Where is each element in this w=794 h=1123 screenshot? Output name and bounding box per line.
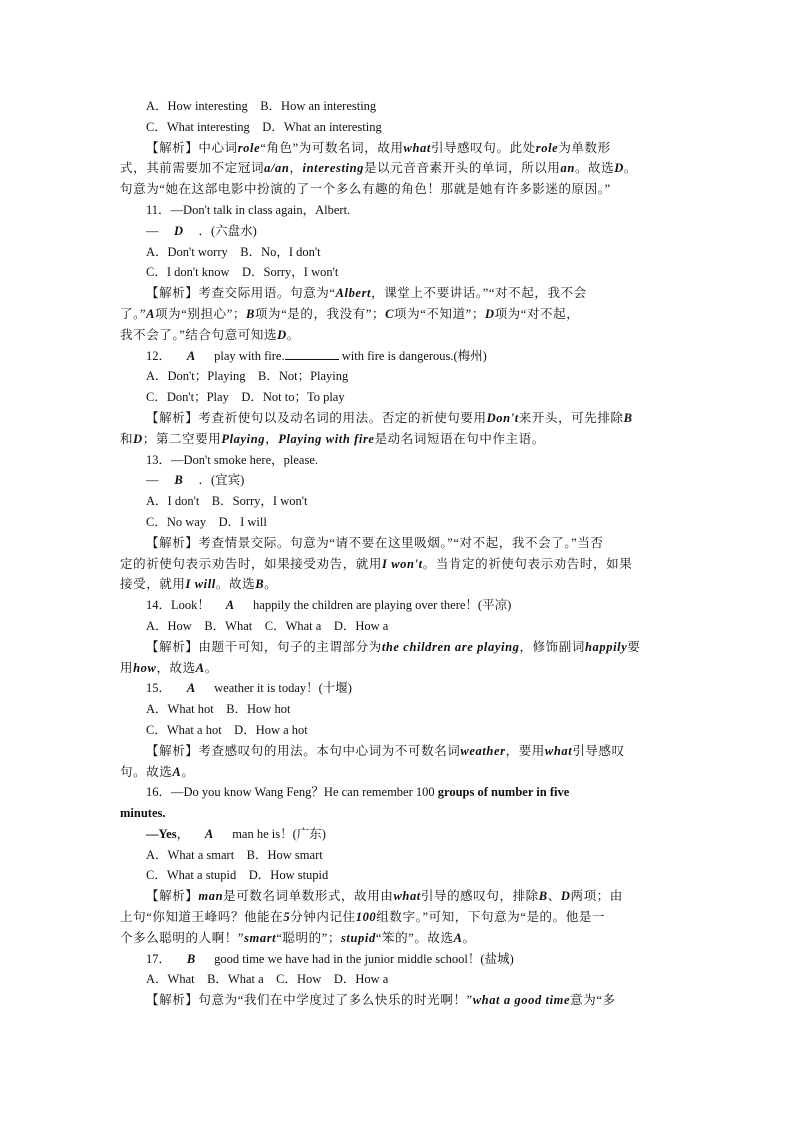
text-run: 定的祈使句表示劝告时，如果接受劝告，就用 [120,556,383,571]
question-line [120,450,674,471]
text-run: A．How B．What C．What a D．How a [146,618,389,633]
text-run: I will [185,577,216,592]
text-run: ；第二空要用 [142,431,222,446]
text-run: 项为“别担心”； [155,306,246,321]
text-run: 是可数名词单数形式，故用由 [223,889,394,904]
text-run: ．(宜宾) [198,473,245,488]
text-run: B [623,410,633,425]
text-run: smart [244,930,277,945]
answer-blank: A [189,824,229,845]
text-run: C [385,306,395,321]
analysis-line [120,574,674,595]
question-line [120,366,674,387]
text-run: — [146,223,159,238]
text-run: C．No way D．I will [146,514,267,529]
text-run: 。 [623,161,638,176]
text-run: 两项；由 [570,889,623,904]
text-run: play with fire. [211,348,285,363]
question-line [120,782,674,803]
question-line [120,595,674,616]
text-run: ，故选 [156,660,196,675]
question-line [120,470,674,491]
text-run: A [453,930,463,945]
text-run: ， [265,431,279,446]
analysis-line [120,886,674,907]
text-run: 【解析】考查感叹句的用法。本句中心词为不可数名词 [146,743,461,758]
analysis-line [120,907,674,928]
question-line [120,512,674,533]
answer-blank [285,359,339,360]
text-run: A．What hot B．How hot [146,702,291,717]
text-run: what [403,140,431,155]
text-run: Albert [335,286,372,301]
analysis-line [120,283,674,304]
question-line [120,699,674,720]
analysis-line [120,762,674,783]
text-run: C．What interesting D．What an interesting [146,119,382,134]
text-run: ， [176,826,190,841]
analysis-line [120,990,674,1011]
text-run: C．What a hot D．How a hot [146,722,308,737]
text-run: Playing [221,431,266,446]
question-line [120,969,674,990]
question-line [120,491,674,512]
text-run: A．What B．What a C．How D．How a [146,972,389,987]
text-run: 【解析】 [146,889,199,904]
question-line [120,803,674,824]
text-run: 项为“不知道”； [394,306,485,321]
text-run: the children are playing [381,639,520,654]
answer-blank: A [210,595,250,616]
text-run: 12． [146,348,172,363]
text-run: ， [289,161,303,176]
text-run: 来开头，可先排除 [518,410,624,425]
analysis-line [120,179,674,200]
text-run: 式，其前需要加不定冠词 [120,161,265,176]
text-run: 句意为“她在这部电影中扮演的了一个多么有趣的角色！那就是她有许多影迷的原因。” [120,182,611,197]
answer-blank: A [171,678,211,699]
text-run: — [146,473,159,488]
text-run: man he is！(广东) [229,826,326,841]
question-line [120,387,674,408]
text-run: ，修饰副词 [519,639,585,654]
question-line [120,117,674,138]
question-line [120,346,674,367]
text-run: 100 [355,910,377,925]
question-line [120,845,674,866]
text-run: interesting [302,161,365,176]
text-run: 句。故选 [120,764,173,779]
question-line [120,616,674,637]
analysis-line [120,554,674,575]
text-run: C．What a stupid D．How stupid [146,868,329,883]
text-run: “聪明的”； [276,930,341,945]
text-run: 。 [264,577,278,592]
text-run: good time we have had in the junior middle school！(盐城) [211,951,514,966]
text-run: 意为“多 [570,993,616,1008]
text-run: I won't [382,556,423,571]
text-run: 项为“对不起， [494,306,580,321]
text-run: 、 [547,889,561,904]
text-run: 。故选 [215,577,256,592]
text-run: 项为“是的，我没有”； [254,306,386,321]
text-run: A [195,660,205,675]
text-run: 。 [462,930,476,945]
text-run: 分钟内记住 [290,910,356,925]
text-run: 和 [120,431,134,446]
text-run: role [237,140,261,155]
text-run: how [133,660,157,675]
question-line [120,96,674,117]
text-run: what [544,743,573,758]
text-run: A．I don't B．Sorry，I won't [146,494,308,509]
text-run: 。 [181,764,195,779]
text-run: 【解析】考查祈使句以及动名词的用法。否定的祈使句要用 [146,410,487,425]
question-line [120,200,674,221]
text-run: 。 [204,660,218,675]
text-run: 是动名词短语在句中作主语。 [374,431,545,446]
analysis-line [120,637,674,658]
text-run: B [255,577,265,592]
text-run: A [172,764,182,779]
analysis-line [120,533,674,554]
text-run: groups of number in five [437,785,570,800]
text-run: 【解析】考查交际用语。句意为“ [146,286,336,301]
text-run: “角色”为可数名词，故用 [260,140,404,155]
text-run: A [146,306,156,321]
analysis-line [120,158,674,179]
text-run: an [560,161,575,176]
text-run: D [484,306,495,321]
text-run: happily [585,639,628,654]
text-run: 个多么聪明的人啊！” [120,930,245,945]
text-run: 用 [120,660,134,675]
text-run: “笨的”。故选 [375,930,454,945]
text-run: stupid [340,930,376,945]
text-run: 引导的感叹句，排除 [420,889,539,904]
text-run: a/an [264,161,290,176]
answer-blank: B [159,470,199,491]
analysis-line [120,138,674,159]
text-run: 引导感叹 [572,743,625,758]
text-run: A．How interesting B．How an interesting [146,99,377,113]
text-run: 要 [627,639,641,654]
question-line [120,824,674,845]
question-line [120,221,674,242]
text-run: 。故选 [574,161,615,176]
text-run: 【解析】考查情景交际。句意为“请不要在这里吸烟。”“对不起，我不会了。”当否 [146,535,604,550]
text-run: ，要用 [505,743,545,758]
text-run: weather [460,743,506,758]
text-run: D [133,431,143,446]
text-run: A．What a smart B．How smart [146,847,323,862]
analysis-line [120,658,674,679]
text-run: 上句“你知道王峰吗？他能在 [120,910,284,925]
text-run: 是以元音音素开头的单词，所以用 [364,161,561,176]
question-line [120,865,674,886]
text-run: B [538,889,548,904]
question-line [120,720,674,741]
text-run: 我不会了。”结合句意可知选 [120,327,278,342]
text-run: happily the children are playing over there！(平凉) [249,598,512,613]
analysis-line [120,928,674,949]
question-line [120,678,674,699]
text-run: C．Don't；Play D．Not to；To play [146,390,345,405]
question-line [120,262,674,283]
question-line [120,242,674,263]
text-run: A．Don't；Playing B．Not；Playing [146,369,349,384]
text-run: 组数字。”可知，下句意为“是的。他是一 [376,910,606,925]
text-run: 15． [146,681,172,696]
text-run: 了。” [120,306,147,321]
answer-blank: B [171,949,211,970]
text-run: Playing with fire [278,431,375,446]
text-run: 16．—Do you know Wang Feng？He can remember 100 [146,785,438,800]
text-run: 【解析】句意为“我们在中学度过了多么快乐的时光啊！” [146,993,473,1008]
text-run: 【解析】由题干可知，句子的主谓部分为 [146,639,382,654]
analysis-line [120,408,674,429]
text-run: 13．—Don't smoke here，please. [146,452,319,467]
analysis-line [120,429,674,450]
text-run: 【解析】中心词 [146,140,238,155]
analysis-line [120,304,674,325]
text-run: 14．Look！ [146,598,210,613]
answer-blank: D [159,221,199,242]
text-run: —Yes [146,826,177,841]
text-run: role [535,140,559,155]
text-run: what a good time [472,993,571,1008]
analysis-line [120,325,674,346]
text-run: 。当肯定的祈使句表示劝告时，如果 [422,556,633,571]
text-run: man [198,889,224,904]
text-run: 接受，就用 [120,577,186,592]
text-run: ．(六盘水) [198,223,257,238]
text-run: 。 [286,327,300,342]
text-run: D [614,161,624,176]
text-run: ，课堂上不要讲话。”“对不起，我不会 [371,286,587,301]
text-run: with fire is dangerous.(梅州) [338,348,487,363]
text-run: weather it is today！(十堰) [211,681,352,696]
question-line [120,949,674,970]
text-run: what [393,889,421,904]
text-run: D [560,889,571,904]
text-run: B [245,306,255,321]
text-run: A．Don't worry B．No，I don't [146,244,321,259]
text-run: 为单数形 [558,140,611,155]
text-run: minutes. [120,806,166,821]
answer-blank: A [171,346,211,367]
analysis-line [120,741,674,762]
text-run: 引导感叹句。此处 [430,140,536,155]
text-run: Don't [486,410,519,425]
text-run: 5 [283,910,291,925]
text-run: C．I don't know D．Sorry，I won't [146,265,339,280]
text-run: D [277,327,287,342]
text-run: 11．—Don't talk in class again，Albert. [146,202,351,217]
text-run: 17． [146,951,172,966]
